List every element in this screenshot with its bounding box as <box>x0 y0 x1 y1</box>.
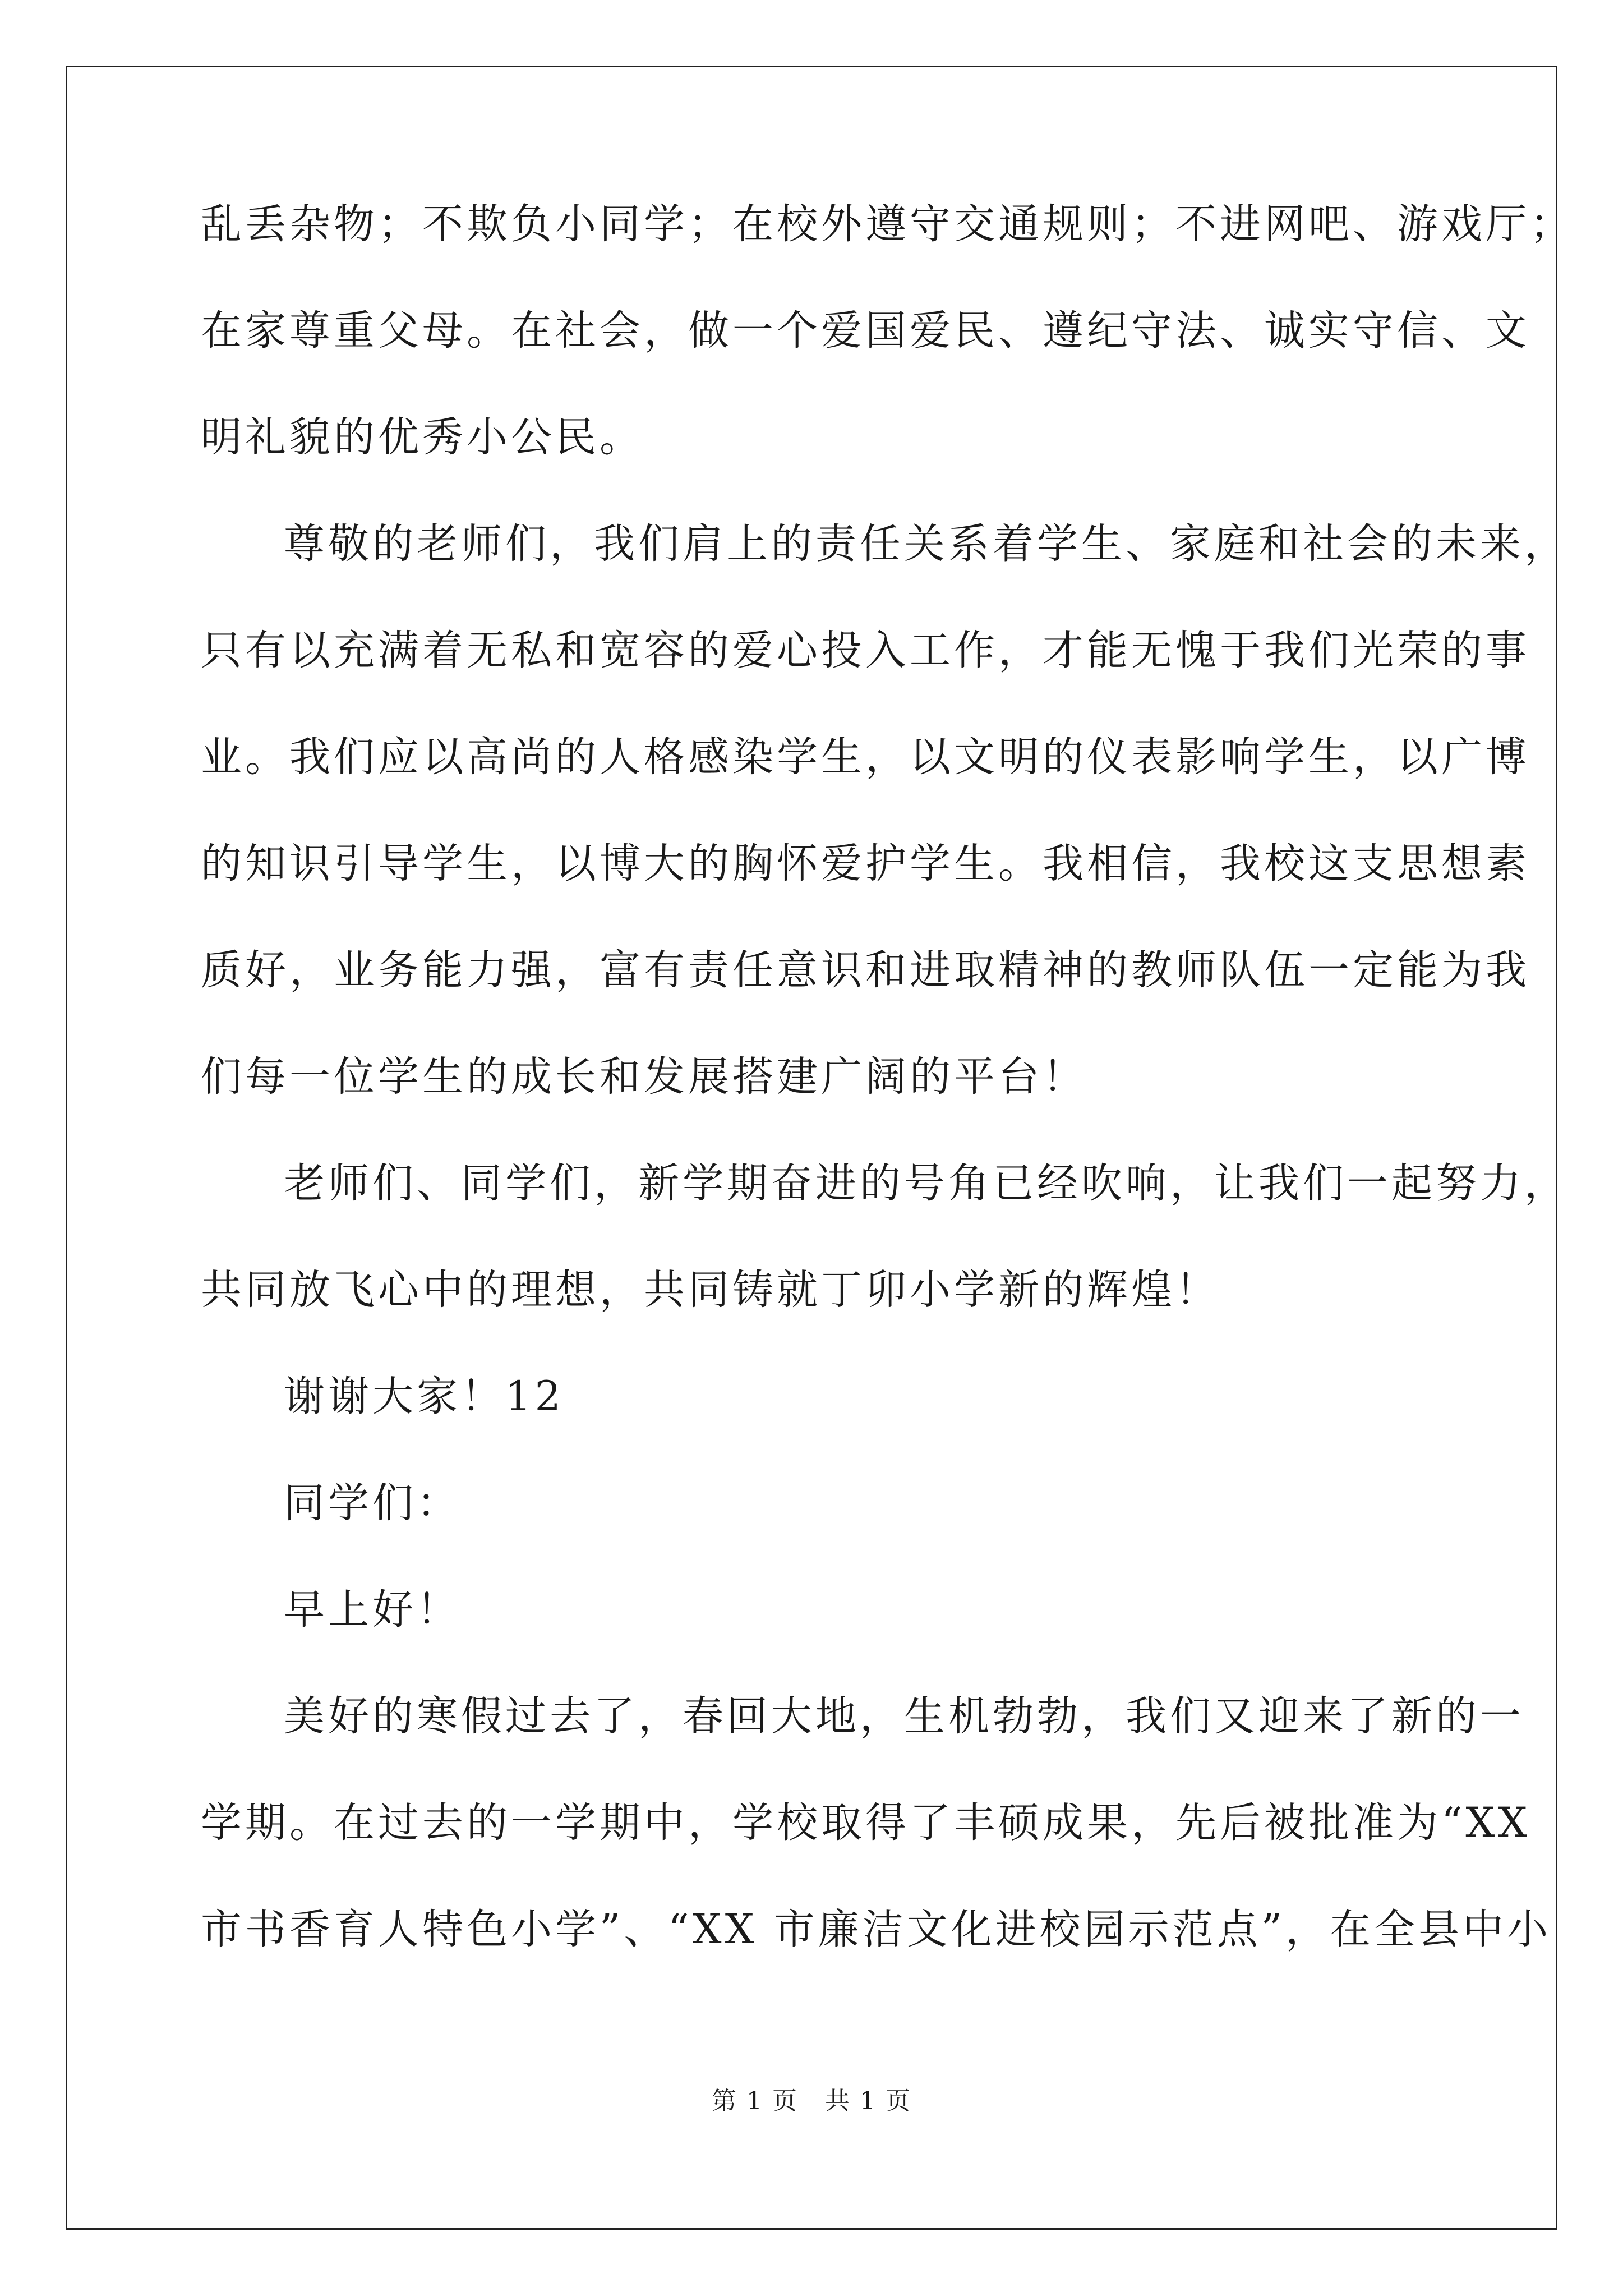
greeting: 早上好！ <box>284 1586 461 1634</box>
text-line: 市书香育人特色小学”、“XX 市廉洁文化进校园示范点”，在全县中小 <box>201 1906 1552 1953</box>
salutation: 同学们： <box>284 1479 461 1527</box>
text-line: 们每一位学生的成长和发展搭建广阔的平台！ <box>201 1053 1087 1101</box>
paragraph-first-line: 老师们、同学们，新学期奋进的号角已经吹响，让我们一起努力， <box>284 1159 1569 1207</box>
text-line: 明礼貌的优秀小公民。 <box>201 413 644 461</box>
paragraph-first-line: 美好的寒假过去了，春回大地，生机勃勃，我们又迎来了新的一 <box>284 1692 1524 1740</box>
text-line: 质好，业务能力强，富有责任意识和进取精神的教师队伍一定能为我 <box>201 946 1530 994</box>
text-line: 的知识引导学生，以博大的胸怀爱护学生。我相信，我校这支思想素 <box>201 840 1530 887</box>
page-number-footer: 第 1 页 共 1 页 <box>712 2087 911 2115</box>
text-line: 学期。在过去的一学期中，学校取得了丰硕成果，先后被批准为“XX <box>201 1799 1531 1847</box>
text-line: 乱丢杂物；不欺负小同学；在校外遵守交通规则；不进网吧、游戏厅； <box>201 200 1574 248</box>
text-line: 共同放飞心中的理想，共同铸就丁卯小学新的辉煌！ <box>201 1266 1220 1314</box>
text-line: 只有以充满着无私和宽容的爱心投入工作，才能无愧于我们光荣的事 <box>201 627 1530 674</box>
paragraph-first-line: 谢谢大家！12 <box>284 1373 564 1420</box>
text-line: 业。我们应以高尚的人格感染学生，以文明的仪表影响学生，以广博 <box>201 733 1530 781</box>
paragraph-first-line: 尊敬的老师们，我们肩上的责任关系着学生、家庭和社会的未来， <box>284 520 1569 568</box>
text-line: 在家尊重父母。在社会，做一个爱国爱民、遵纪守法、诚实守信、文 <box>201 307 1530 355</box>
